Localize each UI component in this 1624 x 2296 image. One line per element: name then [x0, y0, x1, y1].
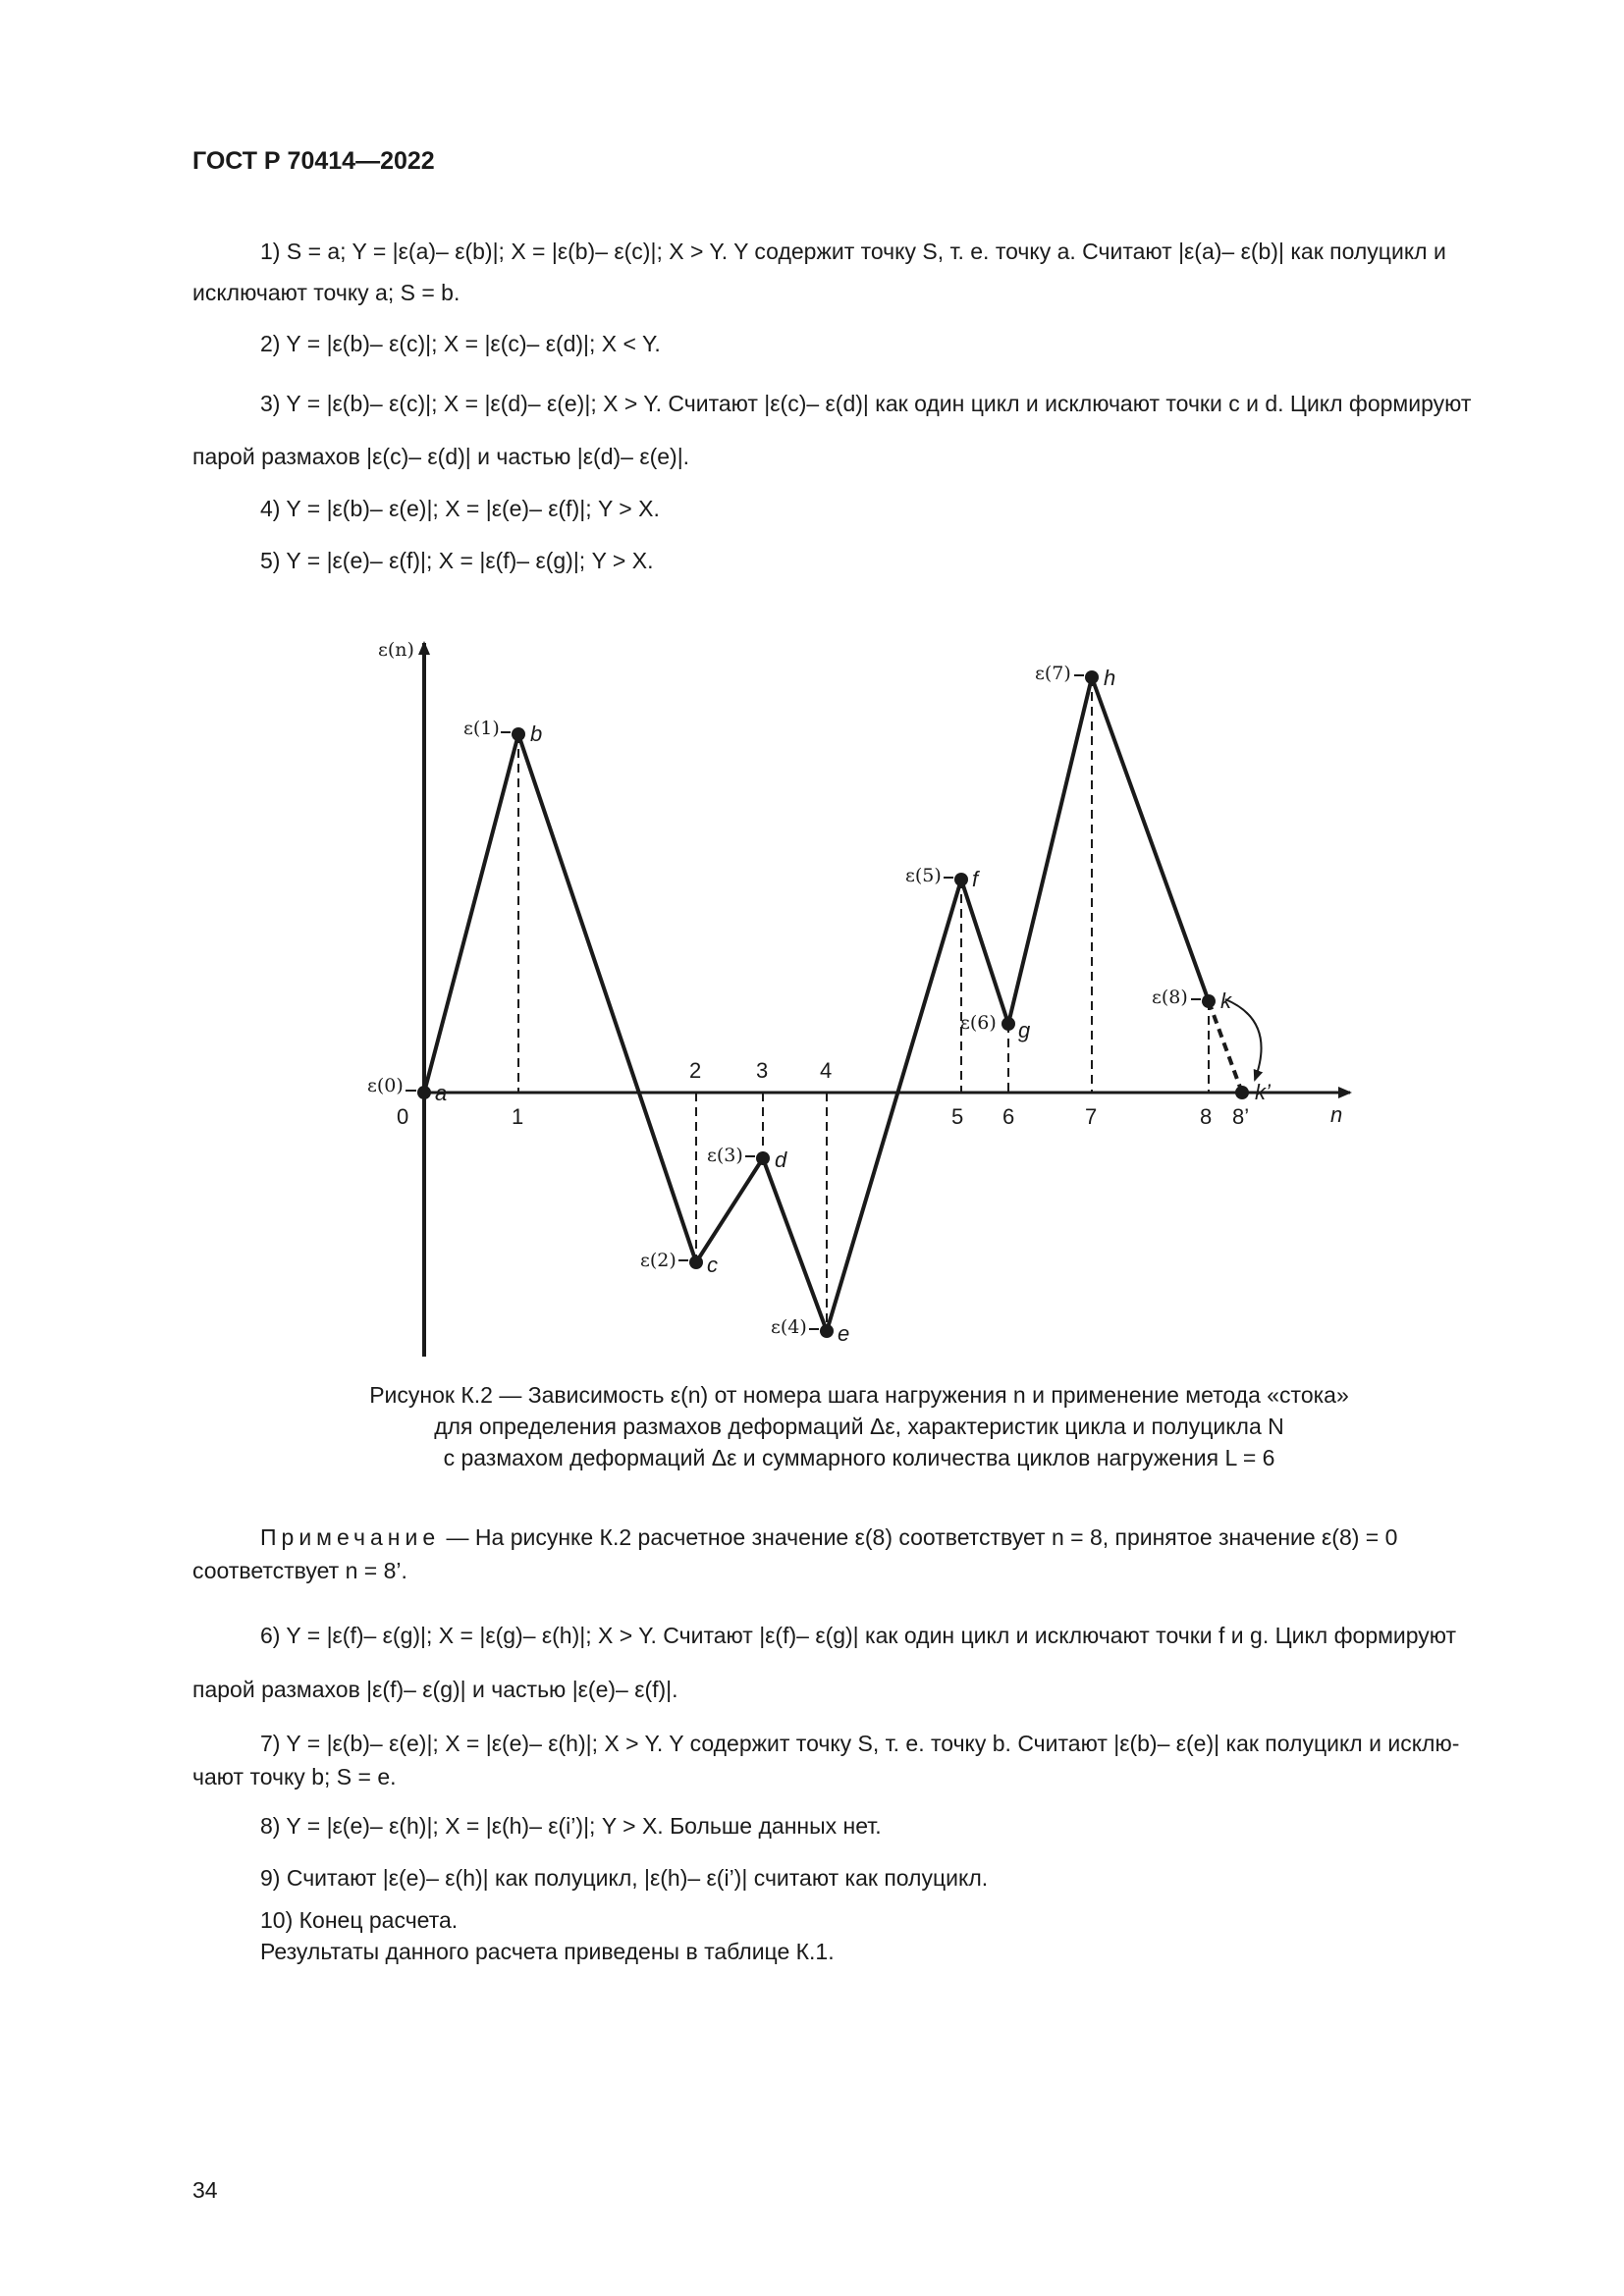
k-to-kprime-dashed: [1209, 1001, 1242, 1093]
point-k: [1202, 994, 1216, 1008]
page-number: 34: [192, 2177, 218, 2203]
tick-7: 7: [1085, 1104, 1098, 1129]
eps-label-8: ε(8): [1152, 987, 1188, 1008]
step-5: 5) Y = |ε(e)– ε(f)|; X = |ε(f)– ε(g)|; Y > X.: [260, 548, 654, 573]
label-dashes: [406, 675, 1201, 1329]
step-3-line-1: 3) Y = |ε(b)– ε(c)|; X = |ε(d)– ε(e)|; X > Y. Считают |ε(c)– ε(d)| как один цикл и исключают точки c и d. Цикл формируют: [260, 391, 1472, 416]
step-1-line-2: исключают точку a; S = b.: [192, 280, 460, 305]
tick-5: 5: [951, 1104, 964, 1129]
eps-label-4: ε(4): [771, 1316, 807, 1338]
point-label-e: e: [838, 1321, 850, 1346]
tick-2: 2: [689, 1058, 702, 1083]
step-7-line-2: чают точку b; S = e.: [192, 1764, 397, 1789]
step-10: 10) Конец расчета.: [260, 1907, 459, 1933]
point-h: [1085, 670, 1099, 684]
step-7-line-1: 7) Y = |ε(b)– ε(e)|; X = |ε(e)– ε(h)|; X > Y. Y содержит точку S, т. е. точку b. Считают |ε(b)– ε(e)| как полуцикл и исклю-: [260, 1731, 1460, 1756]
eps-label-2: ε(2): [640, 1250, 677, 1271]
point-label-f: f: [972, 867, 979, 891]
eps-label-1: ε(1): [463, 718, 500, 739]
point-kprime: [1235, 1086, 1249, 1099]
eps-label-6: ε(6): [960, 1012, 997, 1034]
step-9: 9) Считают |ε(e)– ε(h)| как полуцикл, |ε(h)– ε(i’)| считают как полуцикл.: [260, 1865, 989, 1891]
note-line-2: соответствует n = 8’.: [192, 1558, 407, 1583]
point-label-h: h: [1104, 666, 1116, 690]
point-label-c: c: [707, 1253, 718, 1277]
point-g: [1001, 1017, 1015, 1031]
caption-line-2: для определения размахов деформаций Δε, характеристик цикла и полуцикла N: [434, 1414, 1284, 1439]
tick-3: 3: [756, 1058, 769, 1083]
drop-lines: [518, 677, 1209, 1331]
caption-line-1: Рисунок К.2 — Зависимость ε(n) от номера шага нагружения n и применение метода «стока»: [369, 1382, 1349, 1408]
point-d: [756, 1151, 770, 1165]
eps-label-5: ε(5): [905, 865, 942, 886]
note-text-1: — На рисунке К.2 расчетное значение ε(8) соответствует n = 8, принятое значение ε(8) = 0: [446, 1524, 1398, 1550]
step-4: 4) Y = |ε(b)– ε(e)|; X = |ε(e)– ε(f)|; Y > X.: [260, 496, 660, 521]
tick-8prime: 8’: [1232, 1104, 1250, 1129]
step-2: 2) Y = |ε(b)– ε(c)|; X = |ε(c)– ε(d)|; X < Y.: [260, 331, 661, 356]
step-8: 8) Y = |ε(e)– ε(h)|; X = |ε(h)– ε(i’)|; Y > X. Больше данных нет.: [260, 1813, 882, 1839]
figure-caption: [192, 1379, 1526, 1473]
note-label: Примечание: [260, 1524, 441, 1550]
step-1-line-1: 1) S = a; Y = |ε(a)– ε(b)|; X = |ε(b)– ε(c)|; X > Y. Y содержит точку S, т. е. точку a. Считают |ε(a)– ε(b)| как полуцикл и: [260, 239, 1446, 264]
step-6-line-2: парой размахов |ε(f)– ε(g)| и частью |ε(e)– ε(f)|.: [192, 1677, 678, 1702]
page-header: ГОСТ Р 70414—2022: [192, 147, 435, 175]
x-axis-label: n: [1330, 1102, 1343, 1127]
tick-4: 4: [820, 1058, 833, 1083]
note-line-1: [192, 1522, 1526, 1553]
tick-1: 1: [512, 1104, 524, 1129]
point-label-b: b: [530, 721, 543, 746]
step-3-line-2: парой размахов |ε(c)– ε(d)| и частью |ε(d)– ε(e)|.: [192, 444, 690, 469]
point-label-d: d: [775, 1148, 787, 1172]
point-b: [512, 727, 525, 741]
point-label-k: k: [1220, 988, 1231, 1013]
tick-0: 0: [397, 1104, 409, 1129]
point-f: [954, 873, 968, 886]
point-c: [689, 1255, 703, 1269]
tick-6: 6: [1002, 1104, 1015, 1129]
point-label-kprime: k’: [1255, 1080, 1271, 1104]
eps-label-3: ε(3): [707, 1145, 743, 1166]
eps-label-7: ε(7): [1035, 663, 1071, 684]
results-reference: Результаты данного расчета приведены в таблице К.1.: [260, 1939, 835, 1964]
point-label-g: g: [1018, 1018, 1031, 1042]
eps-label-0: ε(0): [367, 1075, 404, 1096]
point-label-a: a: [435, 1081, 448, 1105]
step-6-line-1: 6) Y = |ε(f)– ε(g)|; X = |ε(g)– ε(h)|; X > Y. Считают |ε(f)– ε(g)| как один цикл и исключают точки f и g. Цикл формируют: [260, 1623, 1457, 1648]
point-a: [417, 1086, 431, 1099]
caption-line-3: с размахом деформаций Δε и суммарного количества циклов нагружения L = 6: [443, 1445, 1275, 1470]
tick-8: 8: [1200, 1104, 1213, 1129]
y-axis-label: ε(n): [378, 639, 414, 661]
point-e: [820, 1324, 834, 1338]
